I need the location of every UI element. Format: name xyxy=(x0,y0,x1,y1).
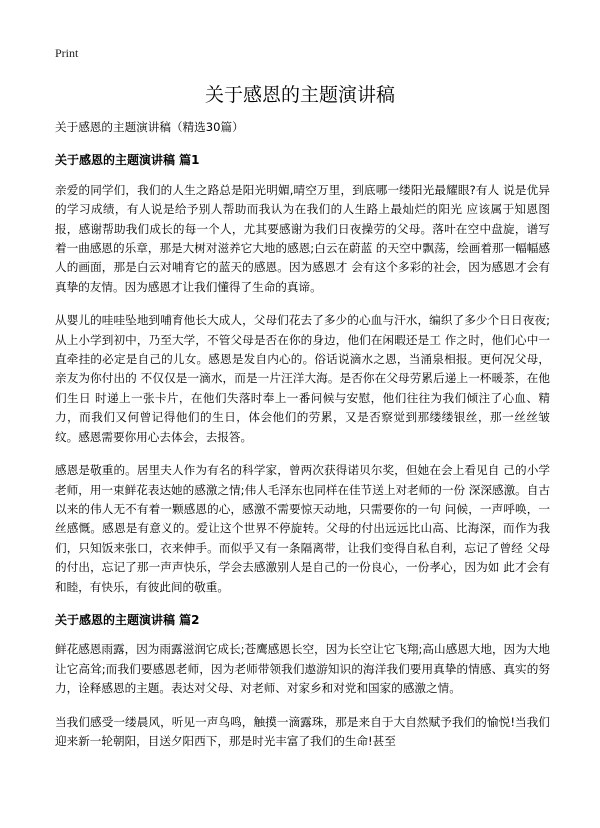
document-title: 关于感恩的主题演讲稿 xyxy=(204,84,395,106)
section-1-paragraph-3: 感恩是敬重的。居里夫人作为有名的科学家，曾两次获得诺贝尔奖，但她在会上看见自 己的小学老师，用一束鲜花表达她的感激之情;伟人毛泽东也同样在佳节送上对老师的一份 深深感激。自古以来的伟人无不有着一颗感恩的心，感激不需要惊天动地，只需要你的一句 问候，一声呼唤，一丝感慨。感恩是有意义的。爱让这个世界不停旋转。父母的付出远远比山高、比海深，而作为我们，只知饭来张口，衣来伸手。而似乎又有一条隔离带，让我们变得自私自利，忘记了曾经 父母的付出，忘记了那一声声快乐，学会去感激别人是自己的一份良心，一份孝心，因为如 此才会有和睦，有快乐，有彼此间的敬重。 xyxy=(55,463,550,594)
section-heading-2: 关于感恩的主题演讲稿 篇2 xyxy=(55,612,200,627)
document-subtitle: 关于感恩的主题演讲稿（精选30篇） xyxy=(55,120,244,134)
print-link[interactable]: Print xyxy=(55,46,79,60)
section-1-paragraph-2: 从婴儿的哇哇坠地到哺育他长大成人，父母们花去了多少的心血与汗水，编织了多少个日日夜夜;从上小学到初中，乃至大学，不管父母是否在你的身边，他们在闲暇还是工 作之时，他们心中一直牵挂的必定是自己的儿女。感恩是发自内心的。俗话说滴水之恩，当涌泉相报。更何况父母，亲友为你付出的 不仅仅是一滴水，而是一片汪洋大海。是否你在父母劳累后递上一杯暖茶，在他们生日 时递上一张卡片，在他们失落时奉上一番问候与安慰，他们往往为我们倾注了心血、精力，而我们又何曾记得他们的生日，体会他们的劳累，又是否察觉到那缕缕银丝，那一丝丝皱纹。感恩需要你用心去体会，去报答。 xyxy=(55,313,550,444)
section-heading-1: 关于感恩的主题演讲稿 篇1 xyxy=(55,153,200,168)
section-2-paragraph-2: 当我们感受一缕晨风，听见一声鸟鸣，触摸一滴露珠，那是来自于大自然赋予我们的愉悦!当我们迎来新一轮朝阳，目送夕阳西下，那是时光丰富了我们的生命!甚至 xyxy=(55,714,550,748)
section-1-paragraph-1: 亲爱的同学们，我们的人生之路总是阳光明媚,晴空万里，到底哪一缕阳光最耀眼?有人 说是优异的学习成绩，有人说是给予别人帮助而我认为在我们的人生路上最灿烂的阳光 应该属于知恩图报，感谢帮助我们成长的每一个人，尤其要感谢为我们日夜操劳的父母。落叶在空中盘旋，谱写着一曲感恩的乐章，那是大树对滋养它大地的感恩;白云在蔚蓝 的天空中飘荡，绘画着那一幅幅感人的画面，那是白云对哺育它的蓝天的感恩。因为感恩才 会有这个多彩的社会，因为感恩才会有真挚的友情。因为感恩才让我们懂得了生命的真谛。 xyxy=(55,182,550,294)
section-2-paragraph-1: 鲜花感恩雨露，因为雨露滋润它成长;苍鹰感恩长空，因为长空让它飞翔;高山感恩大地，因为大地让它高耸;而我们要感恩老师，因为老师带领我们遨游知识的海洋我们要用真挚的情感、真实的努力，诠释感恩的主题。表达对父母、对老师、对家乡和对党和国家的感激之情。 xyxy=(55,642,550,696)
document-body xyxy=(55,118,550,751)
